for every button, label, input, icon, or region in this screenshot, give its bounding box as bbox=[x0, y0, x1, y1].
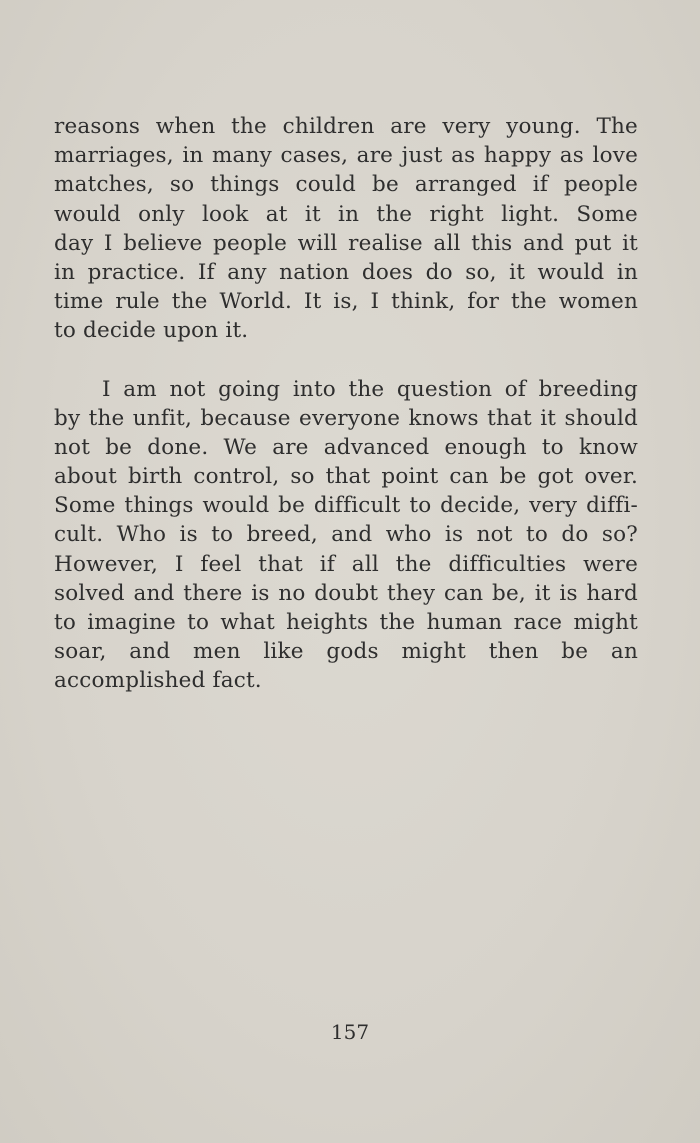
text-line: I am not going into the question of breeding bbox=[102, 376, 638, 402]
text-line: Some things would be difficult to decide, very diffi- bbox=[54, 493, 638, 519]
text-line: accomplished fact. bbox=[54, 668, 262, 694]
text-line: soar, and men like gods might then be an bbox=[54, 639, 638, 665]
text-line: in practice. If any nation does do so, it would in bbox=[54, 259, 638, 285]
text-line: day I believe people will realise all this and put it bbox=[54, 230, 638, 256]
text-line: by the unfit, because everyone knows that it should bbox=[54, 405, 638, 431]
text-line: would only look at it in the right light. Some bbox=[54, 201, 638, 227]
text-line: However, I feel that if all the difficulties were bbox=[54, 551, 638, 577]
paragraph-1 bbox=[54, 112, 638, 346]
text-line: time rule the World. It is, I think, for the women bbox=[54, 289, 638, 315]
body-text bbox=[54, 112, 638, 696]
page-number: 157 bbox=[330, 1020, 370, 1044]
text-line: about birth control, so that point can be got over. bbox=[54, 464, 638, 490]
text-line: solved and there is no doubt they can be, it is hard bbox=[54, 580, 638, 606]
text-line: to decide upon it. bbox=[54, 318, 249, 344]
paragraph-2 bbox=[54, 375, 638, 696]
text-line: cult. Who is to breed, and who is not to do so? bbox=[54, 522, 638, 548]
paragraph-spacer bbox=[54, 346, 638, 375]
text-line: to imagine to what heights the human race might bbox=[54, 610, 638, 635]
text-line: reasons when the children are very young. The bbox=[54, 114, 638, 139]
text-line: not be done. We are advanced enough to know bbox=[54, 434, 638, 460]
text-line: matches, so things could be arranged if people bbox=[54, 172, 638, 198]
text-line: marriages, in many cases, are just as happy as love bbox=[54, 143, 638, 169]
